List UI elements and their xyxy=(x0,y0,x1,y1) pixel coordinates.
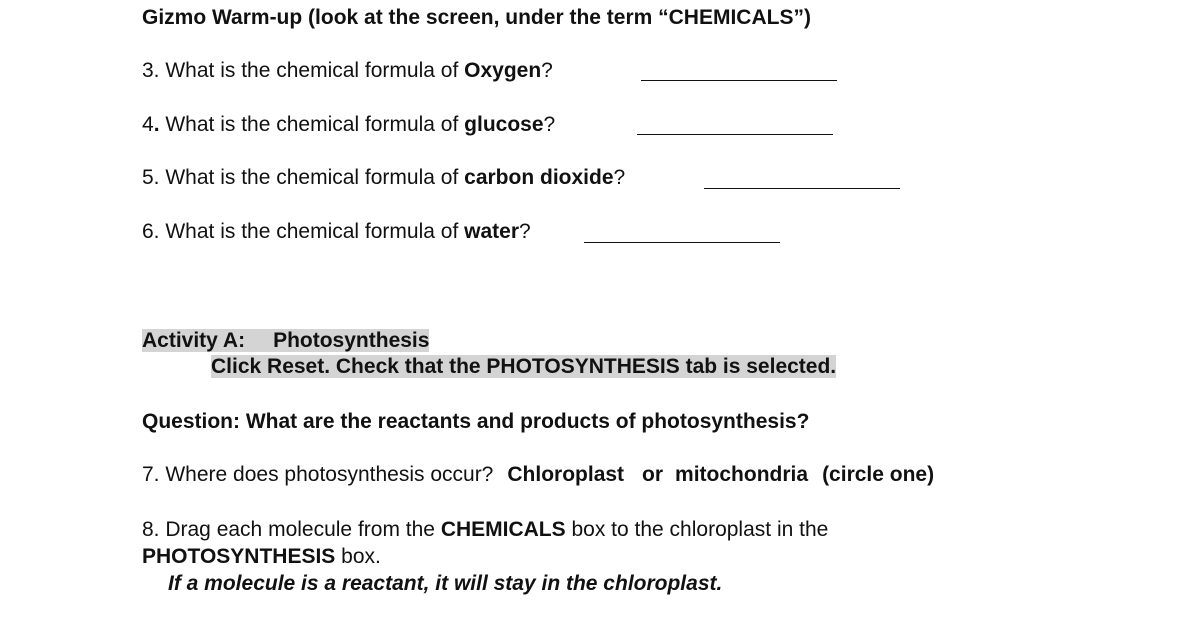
question-4-prefix2: What is the chemical formula of xyxy=(159,113,465,136)
answer-blank-5[interactable] xyxy=(704,168,900,189)
question-8-photosynthesis: PHOTOSYNTHESIS xyxy=(142,545,336,568)
question-8-end: box. xyxy=(335,545,381,568)
activity-name: Photosynthesis xyxy=(273,329,430,352)
activity-title xyxy=(142,328,429,354)
warmup-heading xyxy=(142,5,811,31)
question-3 xyxy=(142,58,553,84)
question-6 xyxy=(142,219,531,245)
question-3-suffix: ? xyxy=(541,59,553,82)
question-3-term: Oxygen xyxy=(464,59,542,82)
option-mitochondria[interactable]: mitochondria xyxy=(675,463,809,486)
question-6-term: water xyxy=(464,220,519,243)
activity-instruction xyxy=(211,354,836,380)
answer-blank-3[interactable] xyxy=(641,60,837,81)
answer-blank-6[interactable] xyxy=(584,222,780,243)
question-7-prefix: 7. Where does photosynthesis occur? xyxy=(142,463,494,486)
option-or: or xyxy=(642,463,664,486)
question-8-chemicals: CHEMICALS xyxy=(440,518,566,541)
question-4 xyxy=(142,112,555,138)
warmup-heading-text: Gizmo Warm-up (look at the screen, under the term “CHEMICALS”) xyxy=(142,6,811,29)
answer-blank-4[interactable] xyxy=(637,114,833,135)
question-6-prefix: 6. What is the chemical formula of xyxy=(142,220,465,243)
question-5-prefix: 5. What is the chemical formula of xyxy=(142,166,465,189)
question-8-hint xyxy=(168,571,722,597)
activity-label: Activity A: xyxy=(142,329,246,352)
question-3-prefix: 3. What is the chemical formula of xyxy=(142,59,465,82)
question-5-term: carbon dioxide xyxy=(464,166,614,189)
question-4-suffix: ? xyxy=(543,113,556,136)
question-8-line2 xyxy=(142,544,381,570)
question-7-note: (circle one) xyxy=(822,463,935,486)
question-8-prefix: 8. Drag each molecule from the xyxy=(142,518,441,541)
activity-title-highlight xyxy=(142,329,429,352)
activity-instruction-text: Click Reset. Check that the PHOTOSYNTHESIS tab is selected. xyxy=(211,355,837,378)
question-4-prefix: 4 xyxy=(142,113,154,136)
question-5-suffix: ? xyxy=(613,166,626,189)
question-4-dot: . xyxy=(153,113,160,136)
question-5 xyxy=(142,165,625,191)
option-chloroplast[interactable]: Chloroplast xyxy=(507,463,625,486)
main-question-text: Question: What are the reactants and products of photosynthesis? xyxy=(142,410,810,433)
main-question xyxy=(142,409,809,435)
question-8-line1 xyxy=(142,517,828,543)
question-7 xyxy=(142,462,934,488)
question-6-suffix: ? xyxy=(519,220,531,243)
question-8-hint-text: If a molecule is a reactant, it will stay in the chloroplast. xyxy=(168,572,723,595)
question-4-term: glucose xyxy=(464,113,544,136)
question-8-mid: box to the chloroplast in the xyxy=(565,518,829,541)
